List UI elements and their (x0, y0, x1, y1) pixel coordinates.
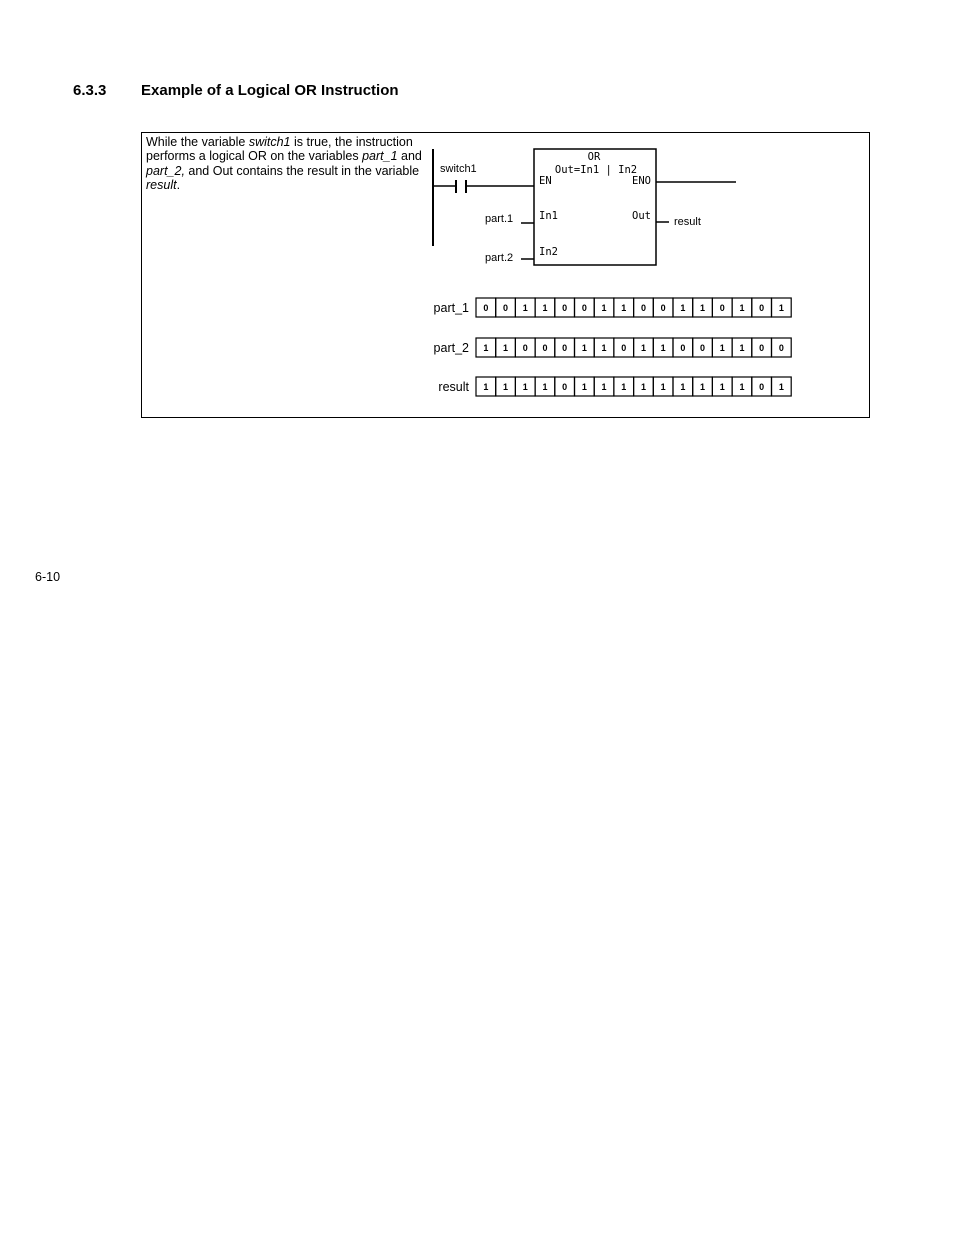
bit-value: 0 (483, 303, 489, 313)
bit-value: 0 (778, 343, 784, 353)
bit-row-result (438, 377, 791, 396)
bit-value: 1 (640, 343, 646, 353)
bit-value: 0 (522, 343, 528, 353)
in2-variable: part.2 (485, 252, 514, 264)
bit-value: 0 (700, 343, 706, 353)
bit-value: 0 (640, 303, 646, 313)
bit-value: 1 (621, 303, 627, 313)
block-formula: Out=In1 | In2 (554, 164, 638, 176)
bit-value: 1 (739, 303, 745, 313)
bit-value: 1 (719, 382, 725, 392)
bit-rows (434, 298, 792, 396)
bit-value: 1 (660, 382, 666, 392)
bit-value: 0 (503, 303, 509, 313)
bit-row-label: result (438, 380, 469, 394)
desc-result-var: result (146, 177, 177, 192)
desc-text-4: and Out contains the result in the variable (184, 163, 420, 178)
bit-value: 0 (562, 303, 568, 313)
bit-value: 1 (700, 382, 706, 392)
bit-value: 0 (562, 382, 568, 392)
bit-value: 1 (680, 382, 686, 392)
bit-value: 1 (581, 343, 587, 353)
desc-part2-var: part_2, (146, 163, 185, 178)
contact-label: switch1 (440, 163, 477, 175)
bit-value: 1 (483, 382, 489, 392)
bit-row-part-1 (434, 298, 792, 317)
bit-value: 0 (680, 343, 686, 353)
section-number: 6.3.3 (73, 82, 107, 99)
bit-value: 1 (483, 343, 489, 353)
bit-value: 1 (680, 303, 686, 313)
desc-text-5: . (176, 177, 181, 192)
bit-value: 1 (778, 303, 784, 313)
bit-row-label: part_1 (433, 301, 469, 315)
desc-switch-var: switch1 (248, 135, 291, 149)
bit-value: 0 (759, 382, 765, 392)
pin-in1: In1 (539, 210, 558, 222)
pin-eno: ENO (632, 175, 651, 187)
bit-value: 1 (503, 382, 509, 392)
desc-text-3: and (397, 149, 422, 164)
pin-en: EN (539, 175, 552, 187)
bit-value: 1 (542, 382, 548, 392)
section-title: Example of a Logical OR Instruction (141, 82, 399, 99)
bit-value: 1 (601, 303, 607, 313)
bit-value: 1 (601, 382, 607, 392)
bit-value: 0 (542, 343, 548, 353)
bit-value: 0 (759, 343, 765, 353)
bit-value: 1 (621, 382, 627, 392)
pin-in2: In2 (539, 246, 558, 258)
bit-value: 1 (522, 303, 528, 313)
bit-value: 0 (719, 303, 725, 313)
bit-value: 1 (719, 343, 725, 353)
bit-value: 1 (601, 343, 607, 353)
pin-out: Out (632, 210, 651, 222)
bit-value: 1 (640, 382, 646, 392)
bit-row-label: part_2 (433, 341, 469, 355)
desc-text-1: While the variable (146, 135, 249, 149)
bit-value: 0 (562, 343, 568, 353)
out-variable: result (674, 216, 701, 228)
bit-value: 1 (581, 382, 587, 392)
block-name: OR (587, 151, 601, 163)
bit-value: 1 (522, 382, 528, 392)
bit-value: 0 (581, 303, 587, 313)
in1-variable: part.1 (485, 213, 514, 225)
bit-value: 1 (778, 382, 784, 392)
bit-value: 0 (660, 303, 666, 313)
bit-value: 0 (621, 343, 627, 353)
bit-value: 1 (503, 343, 509, 353)
bit-value: 0 (759, 303, 765, 313)
desc-text-2: is true, the instruction performs a logical OR on the variables (146, 135, 413, 164)
bit-value: 1 (660, 343, 666, 353)
desc-part1-var: part_1 (362, 149, 398, 164)
bit-value: 1 (739, 343, 745, 353)
bit-value: 1 (700, 303, 706, 313)
bit-value: 1 (542, 303, 548, 313)
bit-row-part-2 (434, 338, 792, 357)
bit-value: 1 (739, 382, 745, 392)
page-number: 6-10 (35, 570, 61, 584)
